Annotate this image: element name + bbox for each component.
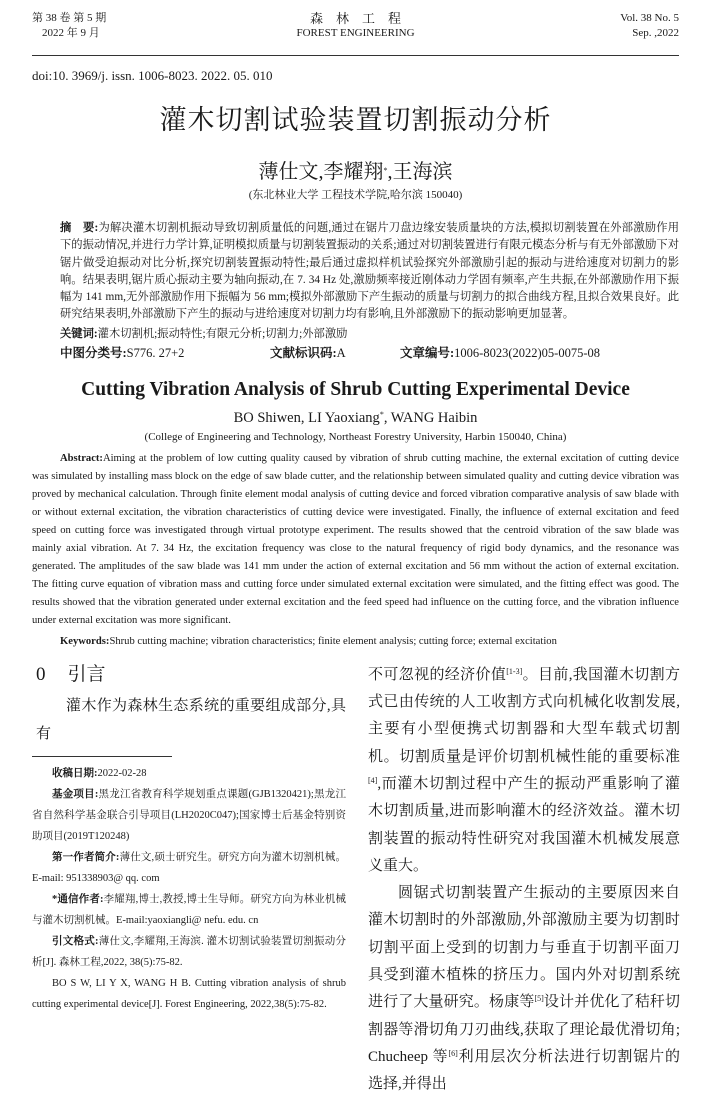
right-column <box>368 662 680 1099</box>
clc-code <box>60 344 270 362</box>
authors-cn-main: 薄仕文,李耀翔 <box>258 161 384 183</box>
title-en: Cutting Vibration Analysis of Shrub Cutting Experimental Device <box>81 378 630 400</box>
authors-en-main: BO Shiwen, LI Yaoxiang <box>233 409 380 426</box>
section-number: 0 <box>36 663 46 685</box>
header-volume-en <box>620 11 679 41</box>
text: 圆锯式切割装置产生振动的主要原因来自灌木切割时的外部激励,外部激励主要为切割时切割平面上受到的切割力与垂直于切割平面刀具受到灌木植株的挤压力。国内外对切割系统进行了大量研究。杨康等 <box>368 885 680 1011</box>
abstract-en-label: Abstract: <box>60 452 103 464</box>
corresponding-mark-en: * <box>379 409 384 419</box>
citation-ref[interactable]: [6] <box>448 1048 458 1058</box>
section-title: 引言 <box>67 663 106 685</box>
journal-en: FOREST ENGINEERING <box>296 27 415 39</box>
title-cn: 灌木切割试验装置切割振动分析 <box>159 105 552 136</box>
first-author-label: 第一作者简介: <box>52 851 120 863</box>
intro-paragraph: 灌木作为森林生态系统的重要组成部分,具有 <box>36 697 346 742</box>
volume-cn: 第 38 卷 第 5 期 <box>32 12 107 24</box>
date-cn: 2022 年 9 月 <box>42 27 100 39</box>
doc-label: 文献标识码: <box>270 345 337 360</box>
citation-en: BO S W, LI Y X, WANG H B. Cutting vibration analysis of shrub cutting experimental device[J]. Forest Engineering, 2022,38(5):75-82. <box>32 977 346 1010</box>
doi: doi:10. 3969/j. issn. 1006-8023. 2022. 05. 010 <box>32 68 273 83</box>
volume-en: Vol. 38 No. 5 <box>620 12 679 24</box>
keywords-cn <box>60 326 679 343</box>
keywords-en-label: Keywords: <box>60 635 110 647</box>
text: 。目前,我国灌木切割方式已由传统的人工收割方式向机械化收割发展,主要有小型便携式切割器和大型车载式切割机。切割质量是评价切割机械性能的重要标准 <box>368 666 680 765</box>
journal-cn: 森 林 工 程 <box>309 11 401 26</box>
article-label: 文章编号: <box>400 345 455 360</box>
abstract-en-text: Aiming at the problem of low cutting quality caused by vibration of shrub cutting machine, the external excitation of cutting device was simulated by installing mass block on the edge of saw blade cutter, and the relationship between simulated quality and cutting device vibration was proved by mechanical calculation. Through finite element modal analysis of cutting device and forced vibration comparative analysis of saw blade with or without external excitation, the vibration characteristics of cutting device were investigated. Finally, the influence of external excitation and feed speed on cutting force was investigated through virtual prototype experiment. The results showed that the centroid vibration of the saw blade was mainly axial vibration. At 7. 34 Hz, the excitation frequency was close to the natural frequency of rigid body dynamics, and the resonance was generated. The amplitudes of the saw blade was 141 mm under the action of external excitation and 56 mm without the action of external excitation. The fitting curve equation of vibration mass and cutting force under simulated external excitation were simulated, and the fitting effect was good. The results showed that the vibration generated under external excitation and the feed speed had influence on the cutting force, and the vibration influence under external excitation was more significant. <box>32 452 679 626</box>
section-heading-intro <box>32 662 346 688</box>
corresponding-mark: * <box>383 166 388 175</box>
running-header <box>32 0 679 56</box>
header-journal <box>32 11 679 41</box>
article-number <box>400 346 600 360</box>
footnote-first-author <box>32 847 346 889</box>
right-paragraph-2 <box>368 880 680 1098</box>
footnote-citation <box>32 931 346 973</box>
front-matter <box>0 68 711 650</box>
authors-cn-rest: ,王海滨 <box>387 161 453 183</box>
fund-label: 基金项目: <box>52 788 99 800</box>
footnote-fund <box>32 784 346 847</box>
footnote-received <box>32 763 346 784</box>
right-paragraph-1 <box>368 662 680 880</box>
citation-ref[interactable]: [4] <box>368 775 378 785</box>
corresponding-label: *通信作者: <box>52 893 104 905</box>
first-author-text: 薄仕文,硕士研究生。研究方向为灌木切割机械。E-mail: 951338903@ qq. com <box>32 851 346 884</box>
citation-ref[interactable]: [1-3] <box>506 666 523 676</box>
footnote-corresponding <box>32 889 346 931</box>
text: ,而灌木切割过程中产生的振动严重影响了灌木切割质量,进而影响灌木的经济效益。灌木切割装置的振动特性研究对我国灌木机械发展意义重大。 <box>368 775 680 874</box>
keywords-en-text: Shrub cutting machine; vibration characteristics; finite element analysis; cutting force; external excitation <box>109 635 557 647</box>
citation-ref[interactable]: [5] <box>534 994 544 1004</box>
received-date: 2022-02-28 <box>97 767 147 779</box>
corresponding-text: 李耀翔,博士,教授,博士生导师。研究方向为林业机械与灌木切割机械。E-mail:yaoxiangli@ nefu. edu. cn <box>32 893 347 926</box>
text: 设计并优化了秸秆切割器等滑切角刀刃曲线,获取了理论最优滑切角; Chucheep 等 <box>368 994 680 1065</box>
authors-en <box>32 409 679 427</box>
keywords-cn-label: 关键词: <box>60 327 98 340</box>
text: 利用层次分析法进行切割锯片的选择,并得出 <box>368 1048 680 1093</box>
footnote-rule <box>32 756 172 757</box>
body-columns <box>0 662 711 1109</box>
authors-en-rest: , WANG Haibin <box>383 409 478 426</box>
citation-label: 引文格式: <box>52 935 99 947</box>
clc-label: 中图分类号: <box>60 345 127 360</box>
footnotes <box>32 763 346 1015</box>
authors-cn <box>32 160 679 184</box>
classification-line <box>60 344 679 362</box>
date-en: Sep. ,2022 <box>632 27 679 39</box>
document-code <box>270 344 400 362</box>
affiliation-en: (College of Engineering and Technology, Northeast Forestry University, Harbin 150040, China) <box>144 430 567 443</box>
doc-value: A <box>336 345 346 360</box>
abstract-cn-label: 摘 要: <box>60 222 99 234</box>
abstract-en <box>32 450 679 630</box>
keywords-en <box>60 634 679 650</box>
abstract-cn-text: 为解决灌木切割机振动导致切割质量低的问题,通过在锯片刀盘边缘安装质量块的方法,模拟切割装置在外部激励作用下的振动情况,并进行力学计算,证明模拟质量与切割装置振动的关系;通过对切割装置进行有限元模态分析与有无外部激励下对锯片做受迫振动对比分析,探究切割装置振动特性;最后通过虚拟样机试验探究外部激励引起的振动与进给速度对切割力的影响。结果表明,锯片质心振动主要为轴向振动,在 7. 34 Hz 处,激励频率接近刚体动力学固有频率,产生共振,在外部激励作用下振幅为 141 mm,无外部激励作用下振幅为 56 mm;模拟外部激励下产生振动的质量与切割力的拟合曲线方程,且拟合效果良好。此研究结果表明,外部激励下产生的振动与进给速度对切割力均有影响,且外部激励下的振动影响更加显著。 <box>60 222 679 321</box>
abstract-cn <box>60 220 679 324</box>
fund-text: 黑龙江省教育科学规划重点课题(GJB1320421);黑龙江省自然科学基金联合引导项目(LH2020C047);国家博士后基金特别资助项目(2019T120248) <box>32 788 346 842</box>
affiliation-cn: (东北林业大学 工程技术学院,哈尔滨 150040) <box>248 189 463 201</box>
keywords-cn-text: 灌木切割机;振动特性;有限元分析;切割力;外部激励 <box>97 327 348 340</box>
clc-value: S776. 27+2 <box>126 345 185 360</box>
received-label: 收稿日期: <box>52 767 98 779</box>
left-column <box>32 662 346 1099</box>
text: 不可忽视的经济价值 <box>368 666 507 683</box>
article-value: 1006-8023(2022)05-0075-08 <box>454 345 600 360</box>
citation-cn: 薄仕文,李耀翔,王海滨. 灌木切割试验装置切割振动分析[J]. 森林工程,2022, 38(5):75-82. <box>32 935 347 968</box>
